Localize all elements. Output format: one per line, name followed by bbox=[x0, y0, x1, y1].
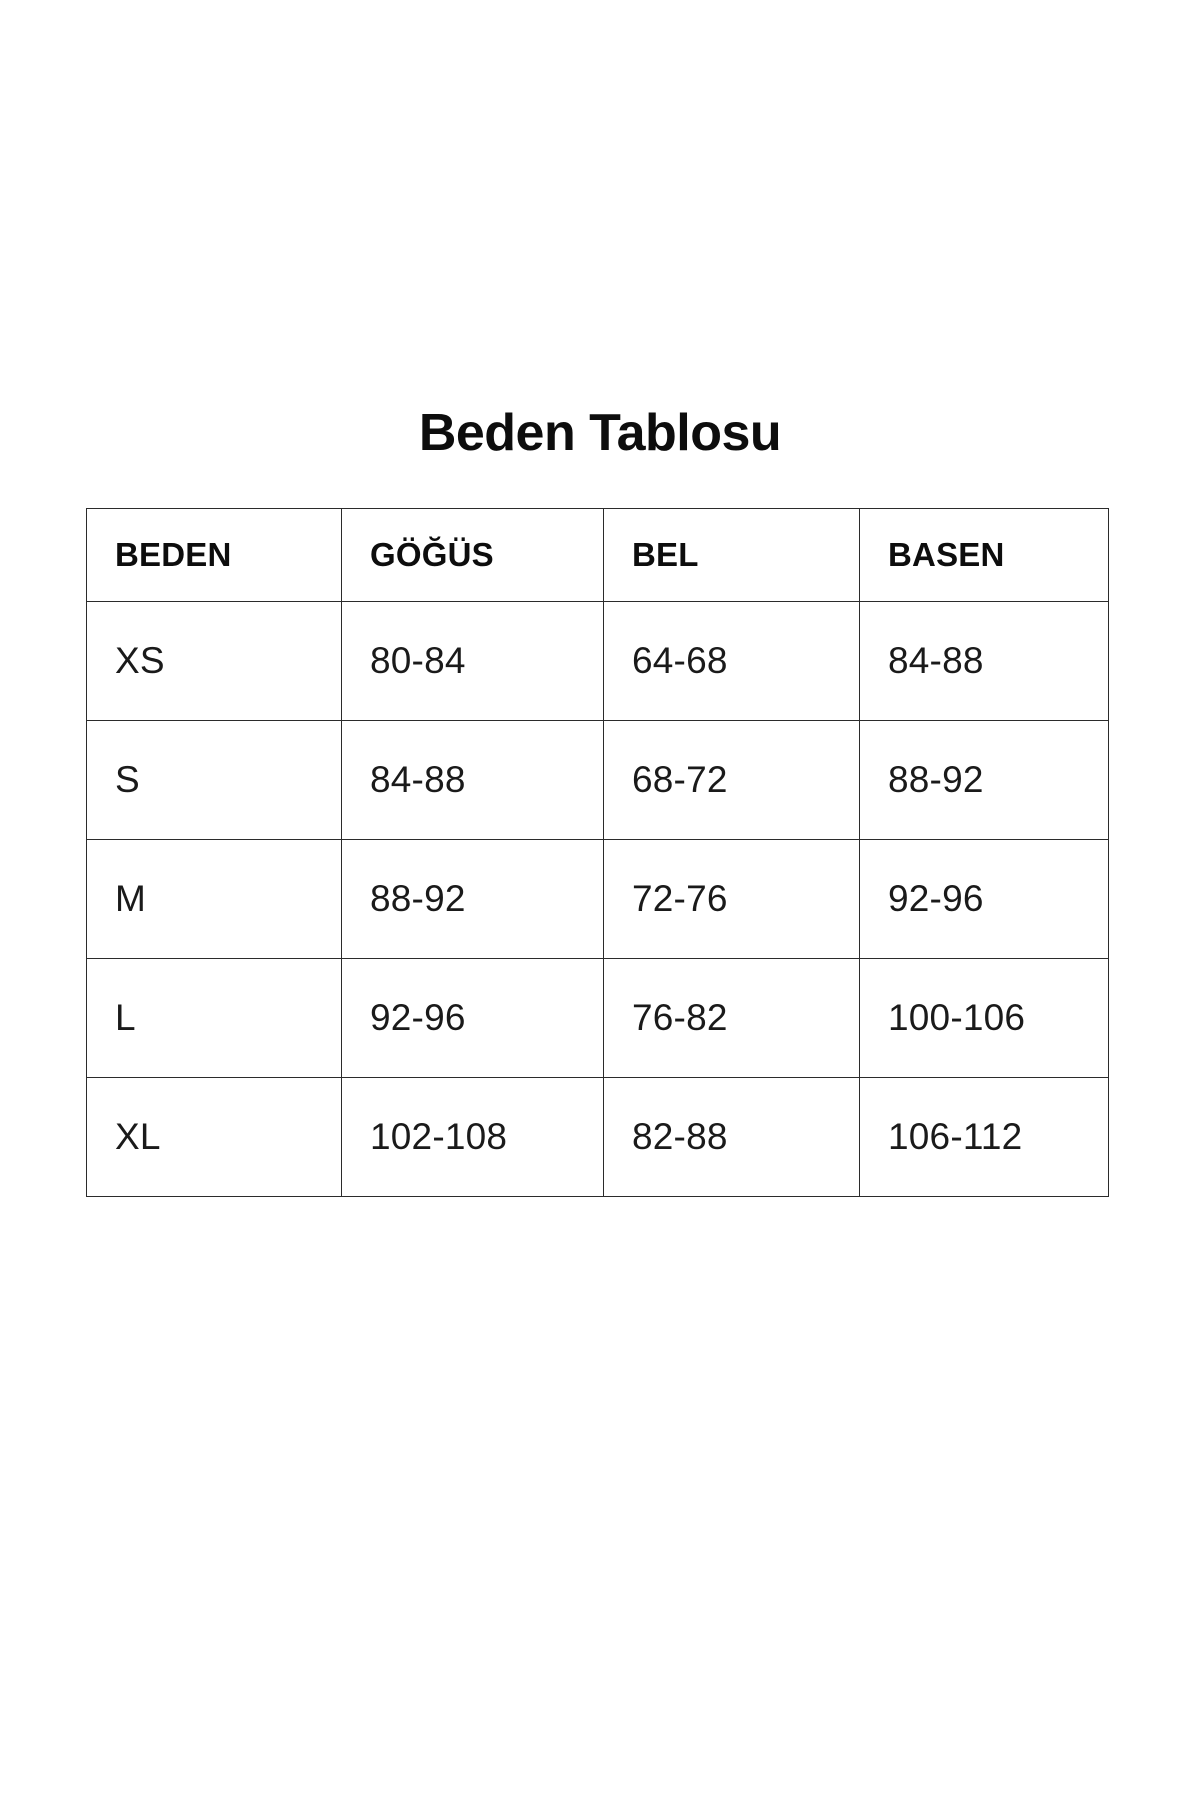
cell-hip: 84-88 bbox=[860, 602, 1109, 721]
column-header-beden: BEDEN bbox=[87, 509, 342, 602]
cell-hip: 106-112 bbox=[860, 1078, 1109, 1197]
cell-waist: 76-82 bbox=[604, 959, 860, 1078]
table-row bbox=[87, 840, 1109, 959]
table-header-row bbox=[87, 509, 1109, 602]
column-header-basen: BASEN bbox=[860, 509, 1109, 602]
table-row bbox=[87, 1078, 1109, 1197]
table-row bbox=[87, 602, 1109, 721]
cell-waist: 68-72 bbox=[604, 721, 860, 840]
cell-size: XL bbox=[87, 1078, 342, 1197]
table-row bbox=[87, 959, 1109, 1078]
cell-waist: 82-88 bbox=[604, 1078, 860, 1197]
cell-chest: 84-88 bbox=[342, 721, 604, 840]
table-row bbox=[87, 721, 1109, 840]
cell-waist: 64-68 bbox=[604, 602, 860, 721]
cell-chest: 102-108 bbox=[342, 1078, 604, 1197]
cell-hip: 88-92 bbox=[860, 721, 1109, 840]
page-title: Beden Tablosu bbox=[418, 404, 782, 462]
cell-waist: 72-76 bbox=[604, 840, 860, 959]
cell-size: XS bbox=[87, 602, 342, 721]
column-header-gogus: GÖĞÜS bbox=[342, 509, 604, 602]
cell-chest: 88-92 bbox=[342, 840, 604, 959]
size-chart-table bbox=[86, 508, 1109, 1197]
cell-chest: 92-96 bbox=[342, 959, 604, 1078]
cell-size: M bbox=[87, 840, 342, 959]
cell-hip: 100-106 bbox=[860, 959, 1109, 1078]
cell-size: L bbox=[87, 959, 342, 1078]
cell-chest: 80-84 bbox=[342, 602, 604, 721]
column-header-bel: BEL bbox=[604, 509, 860, 602]
cell-hip: 92-96 bbox=[860, 840, 1109, 959]
cell-size: S bbox=[87, 721, 342, 840]
